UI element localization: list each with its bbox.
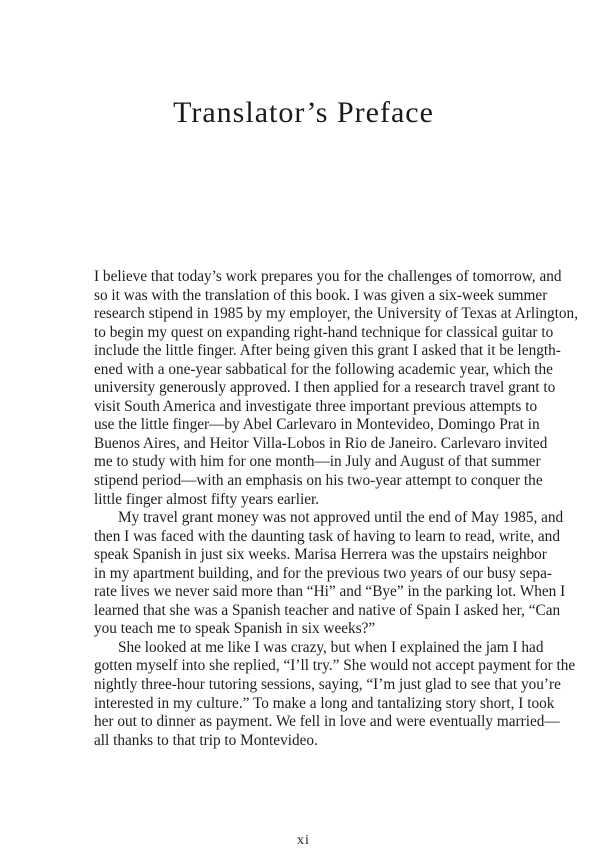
text-line: She looked at me like I was crazy, but when I explained the jam I had bbox=[118, 638, 544, 656]
text-line: ened with a one-year sabbatical for the following academic year, which the bbox=[94, 360, 553, 378]
text-line: so it was with the translation of this book. I was given a six-week summer bbox=[94, 286, 548, 304]
text-line: in my apartment building, and for the previous two years of our busy sepa- bbox=[94, 564, 552, 582]
text-line: me to study with him for one month—in July and August of that summer bbox=[94, 453, 541, 471]
text-line: to begin my quest on expanding right-hand technique for classical guitar to bbox=[94, 323, 554, 341]
text-line: I believe that today’s work prepares you for the challenges of tomorrow, and bbox=[94, 268, 562, 285]
text-line: research stipend in 1985 by my employer, the University of Texas at Arlington, bbox=[94, 305, 579, 323]
paragraph bbox=[94, 268, 579, 509]
text-line: use the little finger—by Abel Carlevaro in Montevideo, Domingo Prat in bbox=[94, 416, 540, 434]
page-number: xi bbox=[297, 833, 310, 848]
text-line: her out to dinner as payment. We fell in love and were eventually married— bbox=[94, 713, 560, 731]
preface-body bbox=[94, 268, 579, 750]
page-title: Translator’s Preface bbox=[173, 96, 434, 129]
text-line: include the little finger. After being given this grant I asked that it be length- bbox=[94, 342, 561, 360]
text-line: nightly three-hour tutoring sessions, saying, “I’m just glad to see that you’re bbox=[94, 676, 561, 694]
text-line: Buenos Aires, and Heitor Villa-Lobos in Rio de Janeiro. Carlevaro invited bbox=[94, 434, 548, 452]
text-line: all thanks to that trip to Montevideo. bbox=[94, 731, 318, 749]
text-line: little finger almost fifty years earlier. bbox=[94, 490, 320, 508]
text-line: then I was faced with the daunting task of having to learn to read, write, and bbox=[94, 527, 560, 545]
text-line: interested in my culture.” To make a long and tantalizing story short, I took bbox=[94, 694, 555, 712]
paragraph bbox=[94, 638, 576, 750]
paragraph bbox=[94, 509, 566, 639]
text-line: you teach me to speak Spanish in six weeks?” bbox=[94, 620, 376, 638]
text-line: My travel grant money was not approved until the end of May 1985, and bbox=[118, 509, 564, 527]
text-line: gotten myself into she replied, “I’ll try.” She would not accept payment for the bbox=[94, 657, 576, 675]
text-line: university generously approved. I then applied for a research travel grant to bbox=[94, 379, 556, 397]
text-line: stipend period—with an emphasis on his two-year attempt to conquer the bbox=[94, 472, 543, 490]
text-line: speak Spanish in just six weeks. Marisa Herrera was the upstairs neighbor bbox=[94, 546, 547, 564]
text-line: visit South America and investigate three important previous attempts to bbox=[94, 397, 538, 415]
text-line: rate lives we never said more than “Hi” and “Bye” in the parking lot. When I bbox=[94, 583, 566, 601]
text-line: learned that she was a Spanish teacher and native of Spain I asked her, “Can bbox=[94, 601, 561, 619]
